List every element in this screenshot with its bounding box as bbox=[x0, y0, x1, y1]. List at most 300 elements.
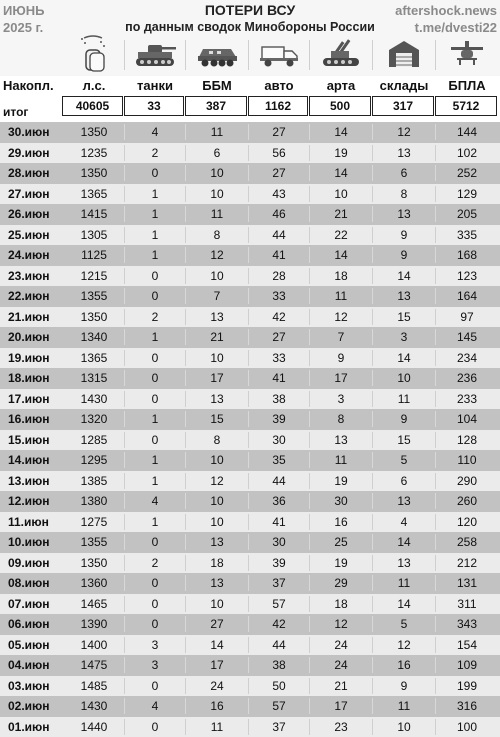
cell-artillery: 12 bbox=[310, 307, 372, 328]
column-label-bbm: ББМ bbox=[186, 77, 248, 95]
cell-depots: 13 bbox=[373, 553, 435, 574]
cell-personnel: 1355 bbox=[64, 286, 124, 307]
cell-artillery: 22 bbox=[310, 225, 372, 246]
cell-bbm: 6 bbox=[186, 143, 248, 164]
cell-artillery: 18 bbox=[310, 594, 372, 615]
cell-personnel: 1305 bbox=[64, 225, 124, 246]
row-date: 09.июн bbox=[8, 553, 64, 574]
cell-personnel: 1385 bbox=[64, 471, 124, 492]
cell-bbm: 13 bbox=[186, 532, 248, 553]
cell-drones: 120 bbox=[436, 512, 498, 533]
cell-auto: 27 bbox=[249, 122, 309, 143]
table-row bbox=[0, 532, 500, 553]
cell-bbm: 10 bbox=[186, 594, 248, 615]
cell-drones: 110 bbox=[436, 450, 498, 471]
cell-tanks: 1 bbox=[125, 225, 185, 246]
cell-tanks: 4 bbox=[125, 491, 185, 512]
row-date: 20.июн bbox=[8, 327, 64, 348]
row-date: 18.июн bbox=[8, 368, 64, 389]
cell-drones: 145 bbox=[436, 327, 498, 348]
cell-tanks: 3 bbox=[125, 635, 185, 656]
cell-drones: 234 bbox=[436, 348, 498, 369]
cell-depots: 15 bbox=[373, 430, 435, 451]
cell-bbm: 18 bbox=[186, 553, 248, 574]
cell-tanks: 0 bbox=[125, 286, 185, 307]
cell-drones: 144 bbox=[436, 122, 498, 143]
table-row bbox=[0, 163, 500, 184]
column-labels bbox=[0, 77, 500, 95]
cell-depots: 9 bbox=[373, 409, 435, 430]
row-date: 30.июн bbox=[8, 122, 64, 143]
table-row bbox=[0, 307, 500, 328]
cell-auto: 44 bbox=[249, 225, 309, 246]
table-row bbox=[0, 266, 500, 287]
drone-icon bbox=[436, 34, 498, 74]
table-row bbox=[0, 225, 500, 246]
cell-bbm: 15 bbox=[186, 409, 248, 430]
cell-artillery: 9 bbox=[310, 348, 372, 369]
cell-tanks: 0 bbox=[125, 389, 185, 410]
table-row bbox=[0, 553, 500, 574]
cell-personnel: 1315 bbox=[64, 368, 124, 389]
table-row bbox=[0, 184, 500, 205]
row-date: 15.июн bbox=[8, 430, 64, 451]
cell-drones: 252 bbox=[436, 163, 498, 184]
cell-auto: 27 bbox=[249, 163, 309, 184]
cell-personnel: 1415 bbox=[64, 204, 124, 225]
cell-artillery: 25 bbox=[310, 532, 372, 553]
table-row bbox=[0, 348, 500, 369]
cell-personnel: 1430 bbox=[64, 389, 124, 410]
cell-tanks: 1 bbox=[125, 471, 185, 492]
cell-bbm: 11 bbox=[186, 122, 248, 143]
cell-artillery: 19 bbox=[310, 143, 372, 164]
cell-artillery: 13 bbox=[310, 430, 372, 451]
cell-drones: 102 bbox=[436, 143, 498, 164]
cell-personnel: 1440 bbox=[64, 717, 124, 737]
cell-auto: 30 bbox=[249, 532, 309, 553]
cell-auto: 39 bbox=[249, 409, 309, 430]
truck-icon bbox=[249, 34, 309, 74]
row-date: 23.июн bbox=[8, 266, 64, 287]
row-date: 17.июн bbox=[8, 389, 64, 410]
table-row bbox=[0, 471, 500, 492]
row-date: 14.июн bbox=[8, 450, 64, 471]
table-row bbox=[0, 594, 500, 615]
cell-personnel: 1365 bbox=[64, 348, 124, 369]
cell-depots: 13 bbox=[373, 286, 435, 307]
site-label: aftershock.news bbox=[395, 2, 497, 19]
cell-depots: 6 bbox=[373, 471, 435, 492]
cell-auto: 41 bbox=[249, 245, 309, 266]
cell-auto: 37 bbox=[249, 573, 309, 594]
cell-tanks: 4 bbox=[125, 122, 185, 143]
month-label: ИЮНЬ bbox=[3, 2, 44, 19]
cell-personnel: 1350 bbox=[64, 122, 124, 143]
row-date: 28.июн bbox=[8, 163, 64, 184]
column-label-tanks: танки bbox=[125, 77, 185, 95]
cell-bbm: 13 bbox=[186, 307, 248, 328]
cell-tanks: 0 bbox=[125, 532, 185, 553]
cell-tanks: 1 bbox=[125, 245, 185, 266]
cell-depots: 11 bbox=[373, 573, 435, 594]
cell-artillery: 19 bbox=[310, 471, 372, 492]
row-date: 10.июн bbox=[8, 532, 64, 553]
cell-artillery: 10 bbox=[310, 184, 372, 205]
column-label-depots: склады bbox=[373, 77, 435, 95]
cell-bbm: 12 bbox=[186, 245, 248, 266]
table-row bbox=[0, 512, 500, 533]
total-auto: 1162 bbox=[248, 96, 308, 116]
cell-bbm: 7 bbox=[186, 286, 248, 307]
cell-tanks: 2 bbox=[125, 307, 185, 328]
warehouse-icon bbox=[373, 34, 435, 74]
cell-drones: 233 bbox=[436, 389, 498, 410]
cell-drones: 236 bbox=[436, 368, 498, 389]
row-date: 04.июн bbox=[8, 655, 64, 676]
row-date: 16.июн bbox=[8, 409, 64, 430]
cell-artillery: 7 bbox=[310, 327, 372, 348]
artillery-icon bbox=[310, 34, 372, 74]
row-date: 01.июн bbox=[8, 717, 64, 737]
page-subtitle: по данным сводок Минобороны России bbox=[0, 19, 500, 35]
cell-drones: 123 bbox=[436, 266, 498, 287]
column-label-drones: БПЛА bbox=[436, 77, 498, 95]
cell-personnel: 1320 bbox=[64, 409, 124, 430]
cell-personnel: 1365 bbox=[64, 184, 124, 205]
cell-drones: 129 bbox=[436, 184, 498, 205]
cell-tanks: 0 bbox=[125, 676, 185, 697]
column-label-auto: авто bbox=[249, 77, 309, 95]
cell-artillery: 21 bbox=[310, 204, 372, 225]
row-date: 05.июн bbox=[8, 635, 64, 656]
cell-auto: 50 bbox=[249, 676, 309, 697]
cell-depots: 9 bbox=[373, 676, 435, 697]
cell-bbm: 10 bbox=[186, 163, 248, 184]
total-bbm: 387 bbox=[185, 96, 247, 116]
cumulative-label: Накопл. bbox=[3, 77, 54, 95]
cell-auto: 44 bbox=[249, 635, 309, 656]
cell-depots: 14 bbox=[373, 266, 435, 287]
cell-auto: 41 bbox=[249, 512, 309, 533]
table-row bbox=[0, 696, 500, 717]
cell-artillery: 14 bbox=[310, 163, 372, 184]
total-depots: 317 bbox=[372, 96, 434, 116]
cell-tanks: 0 bbox=[125, 368, 185, 389]
soldier-tags-icon bbox=[62, 34, 124, 74]
cell-tanks: 2 bbox=[125, 143, 185, 164]
armored-vehicle-icon bbox=[186, 34, 248, 74]
cell-depots: 16 bbox=[373, 655, 435, 676]
cell-tanks: 2 bbox=[125, 553, 185, 574]
cell-personnel: 1355 bbox=[64, 532, 124, 553]
total-artillery: 500 bbox=[309, 96, 371, 116]
row-date: 13.июн bbox=[8, 471, 64, 492]
cell-drones: 290 bbox=[436, 471, 498, 492]
cell-tanks: 1 bbox=[125, 327, 185, 348]
total-tanks: 33 bbox=[124, 96, 184, 116]
table-row bbox=[0, 450, 500, 471]
row-date: 27.июн bbox=[8, 184, 64, 205]
table-row bbox=[0, 655, 500, 676]
cell-drones: 97 bbox=[436, 307, 498, 328]
row-date: 12.июн bbox=[8, 491, 64, 512]
cell-tanks: 0 bbox=[125, 163, 185, 184]
cell-bbm: 21 bbox=[186, 327, 248, 348]
cell-personnel: 1125 bbox=[64, 245, 124, 266]
cell-bbm: 10 bbox=[186, 491, 248, 512]
cell-auto: 46 bbox=[249, 204, 309, 225]
cell-artillery: 19 bbox=[310, 553, 372, 574]
column-label-personnel: л.с. bbox=[64, 77, 124, 95]
cell-artillery: 30 bbox=[310, 491, 372, 512]
cell-depots: 13 bbox=[373, 143, 435, 164]
report-header bbox=[0, 0, 500, 76]
cell-personnel: 1430 bbox=[64, 696, 124, 717]
cell-personnel: 1350 bbox=[64, 163, 124, 184]
row-date: 22.июн bbox=[8, 286, 64, 307]
cell-bbm: 11 bbox=[186, 717, 248, 737]
cell-depots: 11 bbox=[373, 389, 435, 410]
table-row bbox=[0, 286, 500, 307]
cell-auto: 33 bbox=[249, 348, 309, 369]
cell-tanks: 0 bbox=[125, 430, 185, 451]
cell-depots: 13 bbox=[373, 491, 435, 512]
cell-drones: 131 bbox=[436, 573, 498, 594]
cell-drones: 311 bbox=[436, 594, 498, 615]
cell-artillery: 14 bbox=[310, 122, 372, 143]
cell-bbm: 10 bbox=[186, 266, 248, 287]
cell-auto: 44 bbox=[249, 471, 309, 492]
cell-depots: 14 bbox=[373, 594, 435, 615]
cell-artillery: 24 bbox=[310, 635, 372, 656]
table-row bbox=[0, 409, 500, 430]
cell-depots: 5 bbox=[373, 614, 435, 635]
cell-auto: 36 bbox=[249, 491, 309, 512]
cell-depots: 9 bbox=[373, 225, 435, 246]
cell-auto: 38 bbox=[249, 389, 309, 410]
table-row bbox=[0, 204, 500, 225]
cell-artillery: 12 bbox=[310, 614, 372, 635]
cell-auto: 38 bbox=[249, 655, 309, 676]
cell-drones: 164 bbox=[436, 286, 498, 307]
cell-bbm: 12 bbox=[186, 471, 248, 492]
cell-artillery: 17 bbox=[310, 696, 372, 717]
cell-artillery: 18 bbox=[310, 266, 372, 287]
cell-depots: 10 bbox=[373, 717, 435, 737]
cell-artillery: 23 bbox=[310, 717, 372, 737]
cell-auto: 57 bbox=[249, 594, 309, 615]
cell-personnel: 1340 bbox=[64, 327, 124, 348]
cell-tanks: 3 bbox=[125, 655, 185, 676]
cell-artillery: 8 bbox=[310, 409, 372, 430]
row-date: 24.июн bbox=[8, 245, 64, 266]
tank-icon bbox=[125, 34, 185, 74]
row-date: 08.июн bbox=[8, 573, 64, 594]
cell-artillery: 17 bbox=[310, 368, 372, 389]
cell-personnel: 1350 bbox=[64, 307, 124, 328]
cell-depots: 6 bbox=[373, 163, 435, 184]
cell-drones: 205 bbox=[436, 204, 498, 225]
channel-label: t.me/dvesti22 bbox=[395, 19, 497, 36]
cell-tanks: 1 bbox=[125, 204, 185, 225]
cell-drones: 154 bbox=[436, 635, 498, 656]
cell-auto: 43 bbox=[249, 184, 309, 205]
cell-auto: 27 bbox=[249, 327, 309, 348]
cell-personnel: 1380 bbox=[64, 491, 124, 512]
cell-personnel: 1360 bbox=[64, 573, 124, 594]
cell-bbm: 10 bbox=[186, 450, 248, 471]
row-date: 02.июн bbox=[8, 696, 64, 717]
cell-depots: 12 bbox=[373, 122, 435, 143]
cell-personnel: 1215 bbox=[64, 266, 124, 287]
row-date: 25.июн bbox=[8, 225, 64, 246]
cell-auto: 42 bbox=[249, 307, 309, 328]
cell-depots: 4 bbox=[373, 512, 435, 533]
cell-auto: 37 bbox=[249, 717, 309, 737]
cell-drones: 168 bbox=[436, 245, 498, 266]
year-label: 2025 г. bbox=[3, 19, 44, 36]
cell-auto: 56 bbox=[249, 143, 309, 164]
cell-drones: 316 bbox=[436, 696, 498, 717]
cell-depots: 14 bbox=[373, 532, 435, 553]
cell-personnel: 1295 bbox=[64, 450, 124, 471]
cell-personnel: 1275 bbox=[64, 512, 124, 533]
totals-row bbox=[0, 96, 500, 118]
cell-artillery: 11 bbox=[310, 450, 372, 471]
total-personnel: 40605 bbox=[62, 96, 123, 116]
cell-artillery: 14 bbox=[310, 245, 372, 266]
cell-bbm: 10 bbox=[186, 512, 248, 533]
cell-personnel: 1235 bbox=[64, 143, 124, 164]
cell-depots: 5 bbox=[373, 450, 435, 471]
cell-drones: 335 bbox=[436, 225, 498, 246]
cell-bbm: 13 bbox=[186, 573, 248, 594]
cell-drones: 260 bbox=[436, 491, 498, 512]
row-date: 26.июн bbox=[8, 204, 64, 225]
cell-bbm: 10 bbox=[186, 184, 248, 205]
column-label-artillery: арта bbox=[310, 77, 372, 95]
cell-depots: 12 bbox=[373, 635, 435, 656]
cell-artillery: 3 bbox=[310, 389, 372, 410]
cell-tanks: 0 bbox=[125, 573, 185, 594]
cell-personnel: 1390 bbox=[64, 614, 124, 635]
cell-tanks: 1 bbox=[125, 450, 185, 471]
cell-drones: 104 bbox=[436, 409, 498, 430]
cell-personnel: 1285 bbox=[64, 430, 124, 451]
cell-tanks: 1 bbox=[125, 184, 185, 205]
total-drones: 5712 bbox=[435, 96, 497, 116]
cell-depots: 15 bbox=[373, 307, 435, 328]
cell-tanks: 0 bbox=[125, 266, 185, 287]
row-date: 07.июн bbox=[8, 594, 64, 615]
row-date: 21.июн bbox=[8, 307, 64, 328]
row-date: 03.июн bbox=[8, 676, 64, 697]
cell-bbm: 27 bbox=[186, 614, 248, 635]
table-row bbox=[0, 430, 500, 451]
cell-tanks: 1 bbox=[125, 409, 185, 430]
cell-personnel: 1465 bbox=[64, 594, 124, 615]
cell-auto: 41 bbox=[249, 368, 309, 389]
cell-drones: 258 bbox=[436, 532, 498, 553]
row-date: 19.июн bbox=[8, 348, 64, 369]
cell-auto: 42 bbox=[249, 614, 309, 635]
row-date: 29.июн bbox=[8, 143, 64, 164]
cell-artillery: 11 bbox=[310, 286, 372, 307]
cell-depots: 13 bbox=[373, 204, 435, 225]
cell-depots: 14 bbox=[373, 348, 435, 369]
cell-artillery: 29 bbox=[310, 573, 372, 594]
table-row bbox=[0, 491, 500, 512]
cell-artillery: 21 bbox=[310, 676, 372, 697]
cell-depots: 3 bbox=[373, 327, 435, 348]
cell-depots: 10 bbox=[373, 368, 435, 389]
cell-auto: 30 bbox=[249, 430, 309, 451]
table-row bbox=[0, 368, 500, 389]
cell-personnel: 1400 bbox=[64, 635, 124, 656]
cell-tanks: 4 bbox=[125, 696, 185, 717]
cell-drones: 212 bbox=[436, 553, 498, 574]
cell-drones: 100 bbox=[436, 717, 498, 737]
cell-bbm: 8 bbox=[186, 430, 248, 451]
cell-bbm: 8 bbox=[186, 225, 248, 246]
table-row bbox=[0, 389, 500, 410]
cell-tanks: 0 bbox=[125, 614, 185, 635]
cell-depots: 8 bbox=[373, 184, 435, 205]
totals-label: итог bbox=[3, 105, 28, 119]
cell-artillery: 16 bbox=[310, 512, 372, 533]
cell-tanks: 1 bbox=[125, 512, 185, 533]
row-date: 06.июн bbox=[8, 614, 64, 635]
cell-auto: 35 bbox=[249, 450, 309, 471]
cell-bbm: 24 bbox=[186, 676, 248, 697]
cell-auto: 39 bbox=[249, 553, 309, 574]
cell-bbm: 11 bbox=[186, 204, 248, 225]
cell-bbm: 13 bbox=[186, 389, 248, 410]
cell-personnel: 1485 bbox=[64, 676, 124, 697]
cell-artillery: 24 bbox=[310, 655, 372, 676]
cell-depots: 9 bbox=[373, 245, 435, 266]
cell-personnel: 1350 bbox=[64, 553, 124, 574]
table-row bbox=[0, 143, 500, 164]
row-date: 11.июн bbox=[8, 512, 64, 533]
cell-depots: 11 bbox=[373, 696, 435, 717]
daily-losses-table bbox=[0, 122, 500, 737]
table-row bbox=[0, 122, 500, 143]
cell-drones: 343 bbox=[436, 614, 498, 635]
cell-tanks: 0 bbox=[125, 348, 185, 369]
table-row bbox=[0, 676, 500, 697]
cell-bbm: 17 bbox=[186, 368, 248, 389]
source-brand bbox=[395, 2, 497, 36]
cell-bbm: 10 bbox=[186, 348, 248, 369]
cell-drones: 128 bbox=[436, 430, 498, 451]
cell-drones: 199 bbox=[436, 676, 498, 697]
table-row bbox=[0, 573, 500, 594]
table-row bbox=[0, 635, 500, 656]
table-row bbox=[0, 245, 500, 266]
cell-tanks: 0 bbox=[125, 594, 185, 615]
cell-bbm: 14 bbox=[186, 635, 248, 656]
cell-bbm: 16 bbox=[186, 696, 248, 717]
cell-bbm: 17 bbox=[186, 655, 248, 676]
cell-personnel: 1475 bbox=[64, 655, 124, 676]
cell-auto: 33 bbox=[249, 286, 309, 307]
cell-auto: 57 bbox=[249, 696, 309, 717]
cell-auto: 28 bbox=[249, 266, 309, 287]
cell-drones: 109 bbox=[436, 655, 498, 676]
table-row bbox=[0, 327, 500, 348]
